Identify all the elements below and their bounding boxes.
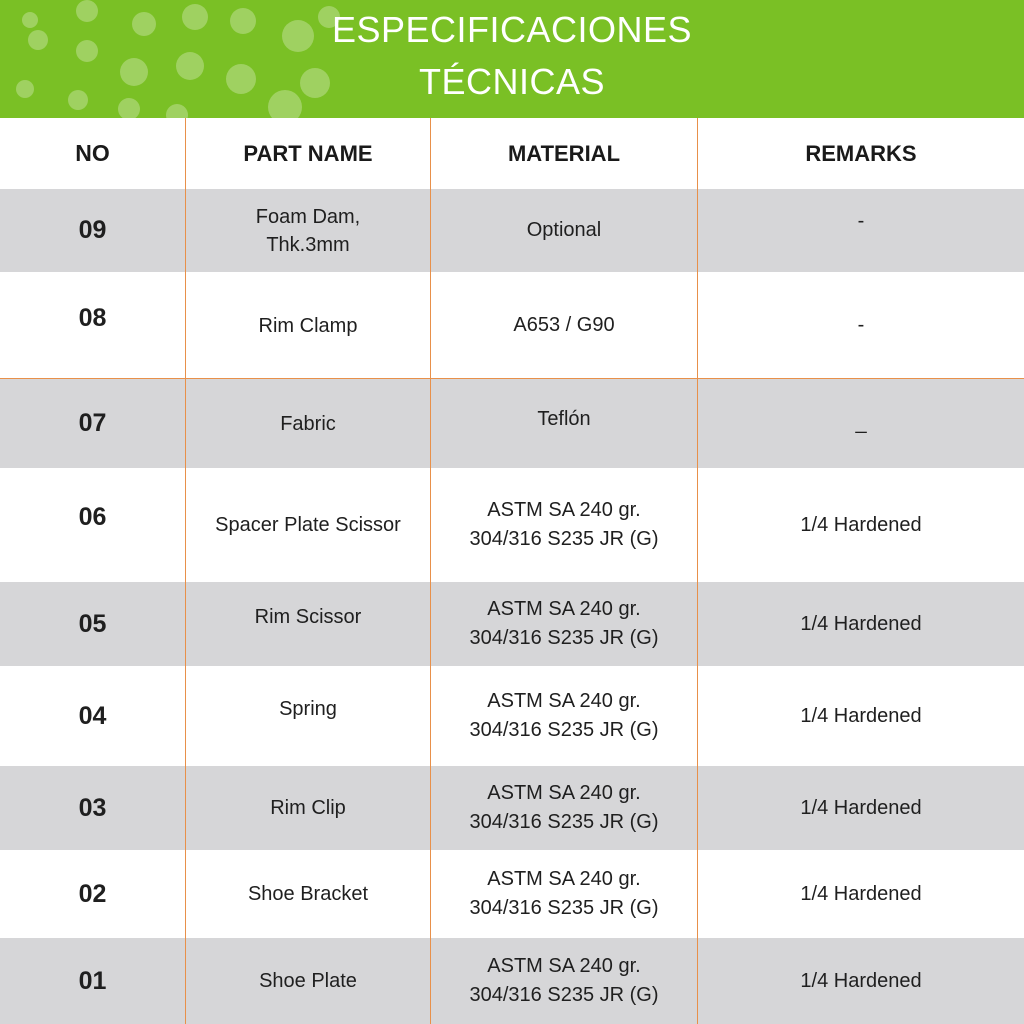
remarks: - (857, 210, 865, 232)
part-name: Spring (279, 698, 337, 720)
column-divider (185, 118, 186, 1024)
remarks: 1/4 Hardened (800, 882, 922, 905)
row-number: 07 (78, 409, 107, 437)
row-number: 04 (78, 701, 107, 730)
table-row (0, 938, 1024, 1024)
table-row (0, 582, 1024, 666)
remarks: _ (855, 412, 867, 434)
remarks: 1/4 Hardened (800, 513, 922, 536)
column-header-no: NO (75, 140, 110, 166)
material: ASTM SA 240 gr. 304/316 S235 JR (G) (469, 598, 659, 649)
material: ASTM SA 240 gr. 304/316 S235 JR (G) (469, 868, 659, 919)
column-header-part-name: PART NAME (243, 140, 373, 166)
row-number: 08 (78, 304, 107, 332)
table-row (0, 189, 1024, 272)
table-row (0, 272, 1024, 379)
specifications-table (0, 118, 1024, 1024)
table-row (0, 766, 1024, 850)
column-header-material: MATERIAL (507, 141, 621, 166)
remarks: 1/4 Hardened (800, 796, 922, 819)
material: ASTM SA 240 gr. 304/316 S235 JR (G) (469, 499, 659, 550)
column-header-remarks: REMARKS (805, 140, 917, 166)
row-number: 09 (78, 216, 107, 244)
remarks: 1/4 Hardened (800, 704, 922, 727)
remarks: 1/4 Hardened (800, 969, 922, 992)
part-name: Shoe Plate (259, 970, 357, 992)
remarks: 1/4 Hardened (800, 612, 922, 635)
row-number: 05 (78, 609, 107, 638)
table-row (0, 468, 1024, 582)
part-name: Foam Dam, Thk.3mm (255, 205, 361, 256)
material: ASTM SA 240 gr. 304/316 S235 JR (G) (469, 782, 659, 833)
part-name: Rim Scissor (254, 606, 362, 628)
table-row (0, 850, 1024, 938)
remarks: - (857, 314, 865, 336)
row-number: 02 (78, 879, 107, 908)
row-divider (0, 378, 1024, 379)
page-title-line-2: TÉCNICAS (418, 61, 606, 102)
row-number: 06 (78, 502, 107, 531)
table-row (0, 666, 1024, 766)
table-row (0, 379, 1024, 468)
part-name: Fabric (280, 412, 336, 435)
material: ASTM SA 240 gr. 304/316 S235 JR (G) (469, 955, 659, 1006)
part-name: Shoe Bracket (247, 883, 369, 905)
material: ASTM SA 240 gr. 304/316 S235 JR (G) (469, 690, 659, 741)
title-banner (0, 0, 1024, 118)
part-name: Spacer Plate Scissor (215, 514, 401, 536)
part-name: Rim Clip (270, 797, 346, 819)
row-number: 03 (78, 793, 107, 822)
page-title-line-1: ESPECIFICACIONES (331, 9, 693, 50)
row-number: 01 (78, 966, 107, 995)
material: Teflón (537, 408, 591, 430)
material: Optional (526, 219, 602, 241)
material: A653 / G90 (513, 314, 615, 336)
column-divider (430, 118, 431, 1024)
column-divider (697, 118, 698, 1024)
part-name: Rim Clamp (258, 314, 358, 337)
table-header-row (0, 118, 1024, 189)
